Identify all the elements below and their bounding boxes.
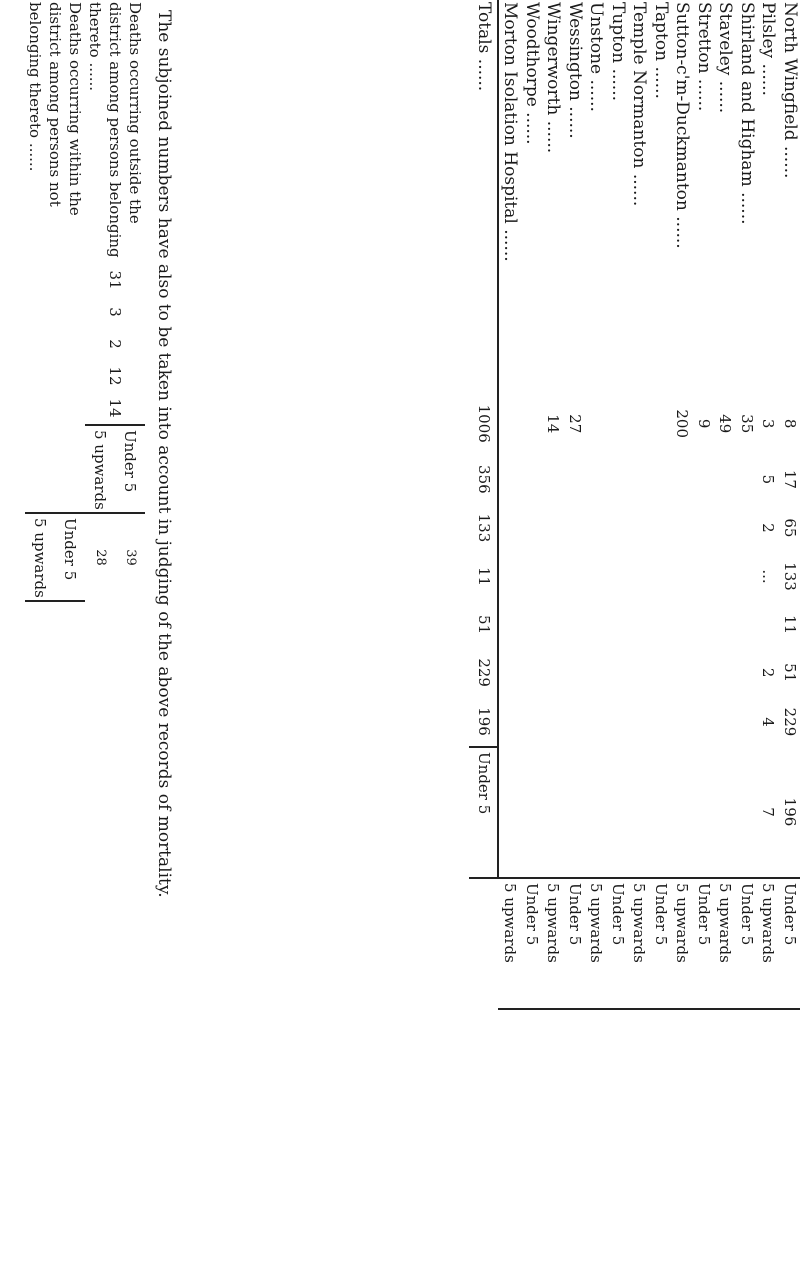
row-value	[607, 648, 629, 697]
row-value: 4	[759, 717, 778, 727]
row-value: 17	[781, 469, 799, 489]
row-value	[585, 697, 607, 747]
row-value	[564, 747, 586, 878]
place-name: Shirland and Higham ......	[737, 2, 757, 225]
mortality-label: Deaths occurring outside the district among persons belonging thereto ......	[86, 2, 144, 258]
row-value	[671, 601, 693, 649]
age-group: Under 5	[693, 878, 715, 1009]
row-value: 2	[759, 667, 778, 678]
totals-value: 196	[469, 697, 498, 747]
mortality-value: 3	[106, 307, 124, 317]
row-value	[521, 455, 543, 504]
row-value: 9	[695, 418, 713, 429]
mortality-value: 31	[106, 270, 124, 290]
row-value	[628, 648, 650, 697]
age-group: 5 upwards	[585, 878, 607, 1009]
row-value: 8	[781, 418, 799, 429]
row-value	[736, 747, 758, 878]
row-value: 3	[759, 418, 778, 429]
row-value	[650, 697, 672, 747]
row-value	[693, 552, 715, 601]
row-value	[693, 648, 715, 697]
row-value	[521, 552, 543, 601]
row-value	[521, 697, 543, 747]
row-value	[607, 552, 629, 601]
row-value	[542, 648, 564, 697]
row-value	[498, 392, 521, 455]
age-group: Under 5	[779, 878, 800, 1009]
row-value	[693, 697, 715, 747]
side-value	[25, 601, 55, 624]
table-row	[671, 0, 693, 1009]
row-value	[585, 504, 607, 553]
mortality-value	[25, 264, 85, 296]
side-value	[55, 601, 85, 624]
age-group: Under 5	[521, 878, 543, 1009]
row-value: 27	[566, 414, 584, 434]
row-value	[650, 648, 672, 697]
place-name: Tapton ......	[651, 2, 671, 99]
row-value	[671, 648, 693, 697]
row-value	[736, 504, 758, 553]
age-group: 5 upwards	[85, 425, 115, 513]
row-value: ...	[759, 569, 778, 584]
row-value	[650, 504, 672, 553]
row-value: 200	[673, 409, 692, 439]
age-group: 5 upwards	[542, 878, 564, 1009]
mortality-value	[25, 425, 85, 513]
table-row	[521, 0, 543, 1009]
age-group: Under 5	[607, 878, 629, 1009]
row-value	[628, 392, 650, 455]
row-value	[736, 455, 758, 504]
totals-value: 356	[469, 455, 498, 504]
row-value	[585, 552, 607, 601]
mortality-value: 14	[106, 398, 124, 418]
row-value	[671, 455, 693, 504]
row-value: 51	[781, 663, 799, 683]
age-group: Under 5	[469, 747, 498, 878]
mortality-value	[25, 328, 85, 360]
age-group: Under 5	[650, 878, 672, 1009]
row-value	[542, 504, 564, 553]
row-value	[607, 747, 629, 878]
row-value: 5	[759, 474, 778, 485]
mortality-value	[25, 296, 85, 328]
row-value: 65	[781, 518, 799, 538]
row-value	[650, 455, 672, 504]
row-value	[542, 552, 564, 601]
totals-value: 11	[469, 552, 498, 601]
table-row	[564, 0, 586, 1009]
row-value	[628, 697, 650, 747]
row-value	[671, 747, 693, 878]
outside-deaths-block	[25, 0, 145, 1275]
row-value: 196	[781, 797, 799, 827]
mortality-note: The subjoined numbers have also to be taken into account in judging of the above records of mortality.	[154, 10, 174, 898]
outside-deaths-body	[25, 0, 145, 624]
row-value	[693, 747, 715, 878]
age-group: 5 upwards	[714, 878, 736, 1009]
mortality-value	[25, 392, 85, 425]
row-value	[628, 455, 650, 504]
totals-value: 133	[469, 504, 498, 553]
mortality-label: Deaths occurring within the district among persons not belonging thereto ......	[26, 2, 84, 216]
mortality-row	[55, 0, 85, 624]
totals-row	[469, 0, 498, 1009]
table-row	[498, 0, 521, 1009]
row-value	[736, 648, 758, 697]
row-value: 35	[738, 414, 756, 434]
row-value: 7	[759, 807, 778, 817]
age-group: 5 upwards	[25, 513, 55, 601]
row-value: 14	[544, 414, 563, 434]
table-row	[757, 0, 779, 1009]
mortality-value: 2	[106, 339, 124, 349]
totals-value: 1006	[469, 392, 498, 455]
table-row	[714, 0, 736, 1009]
row-value	[671, 504, 693, 553]
row-value	[714, 552, 736, 601]
row-value	[628, 552, 650, 601]
row-value	[564, 601, 586, 649]
row-value	[650, 392, 672, 455]
totals-label: Totals ......	[469, 0, 498, 392]
row-value	[498, 552, 521, 601]
row-value	[736, 601, 758, 649]
place-name: Stretton ......	[694, 2, 714, 112]
age-group: Under 5	[736, 878, 758, 1009]
table-row	[585, 0, 607, 1009]
row-value	[498, 504, 521, 553]
row-value	[521, 747, 543, 878]
row-value: 11	[781, 615, 799, 635]
place-name: Wingerworth ......	[543, 2, 564, 154]
row-value	[564, 648, 586, 697]
row-value	[693, 601, 715, 649]
row-value	[714, 697, 736, 747]
row-value	[521, 648, 543, 697]
place-name: Morton Isolation Hospital ......	[500, 2, 521, 262]
row-value	[628, 601, 650, 649]
row-value	[542, 747, 564, 878]
table-row	[628, 0, 650, 1009]
age-group: Under 5	[115, 425, 145, 513]
side-value: 28	[93, 549, 108, 566]
table-row	[779, 0, 800, 1009]
row-value	[521, 504, 543, 553]
row-value	[498, 697, 521, 747]
row-value	[542, 601, 564, 649]
row-value	[650, 601, 672, 649]
row-value	[498, 455, 521, 504]
age-group: 5 upwards	[498, 878, 521, 1009]
place-name: Woodthorpe ......	[522, 2, 542, 145]
table-row	[542, 0, 564, 1009]
table-row	[693, 0, 715, 1009]
row-value	[650, 552, 672, 601]
table-row	[607, 0, 629, 1009]
place-name: North Wingfield ......	[780, 2, 800, 179]
totals-value: 51	[469, 601, 498, 649]
row-value	[736, 697, 758, 747]
place-name: Wessington ......	[565, 2, 585, 139]
row-value	[564, 455, 586, 504]
row-value	[671, 697, 693, 747]
row-value	[607, 392, 629, 455]
age-group: Under 5	[564, 878, 586, 1009]
row-value	[564, 552, 586, 601]
row-value: 133	[781, 562, 799, 591]
age-group: 5 upwards	[671, 878, 693, 1009]
row-value	[693, 504, 715, 553]
row-value	[521, 392, 543, 455]
place-name: Unstone ......	[586, 2, 607, 112]
row-value	[714, 747, 736, 878]
mortality-table	[469, 0, 800, 1010]
row-value	[650, 747, 672, 878]
row-value	[714, 648, 736, 697]
row-value	[564, 697, 586, 747]
mortality-value	[25, 360, 85, 392]
row-value	[585, 392, 607, 455]
row-value	[498, 648, 521, 697]
row-value	[693, 455, 715, 504]
row-value	[542, 697, 564, 747]
row-value	[585, 648, 607, 697]
row-value: 49	[716, 414, 735, 434]
mortality-row	[115, 0, 145, 624]
row-value	[607, 504, 629, 553]
row-value	[714, 504, 736, 553]
place-name: Sutton-c'm-Duckmanton ......	[672, 2, 693, 249]
row-value	[585, 601, 607, 649]
row-value	[607, 455, 629, 504]
row-value	[564, 504, 586, 553]
row-value	[628, 504, 650, 553]
mortality-table-body	[469, 0, 800, 1009]
place-name: Tupton ......	[608, 2, 628, 102]
row-value	[714, 601, 736, 649]
row-value	[607, 601, 629, 649]
row-value	[585, 455, 607, 504]
row-value	[585, 747, 607, 878]
side-value: 39	[123, 549, 138, 566]
table-row	[736, 0, 758, 1009]
place-name: Temple Normanton ......	[629, 2, 650, 207]
row-value	[607, 697, 629, 747]
row-value	[521, 601, 543, 649]
age-group: Under 5	[55, 513, 85, 601]
row-value	[628, 747, 650, 878]
place-name: Pilsley ......	[758, 2, 779, 96]
row-value	[671, 552, 693, 601]
row-value: 229	[781, 707, 799, 737]
row-value	[714, 455, 736, 504]
table-row	[650, 0, 672, 1009]
row-value	[757, 601, 779, 649]
row-value	[498, 601, 521, 649]
totals-value: 229	[469, 648, 498, 697]
age-group: 5 upwards	[628, 878, 650, 1009]
mortality-value: 12	[106, 366, 124, 386]
row-value	[498, 747, 521, 878]
row-value	[736, 552, 758, 601]
place-name: Staveley ......	[715, 2, 736, 114]
row-value	[542, 455, 564, 504]
age-group: 5 upwards	[757, 878, 779, 1009]
row-value: 2	[759, 523, 778, 533]
